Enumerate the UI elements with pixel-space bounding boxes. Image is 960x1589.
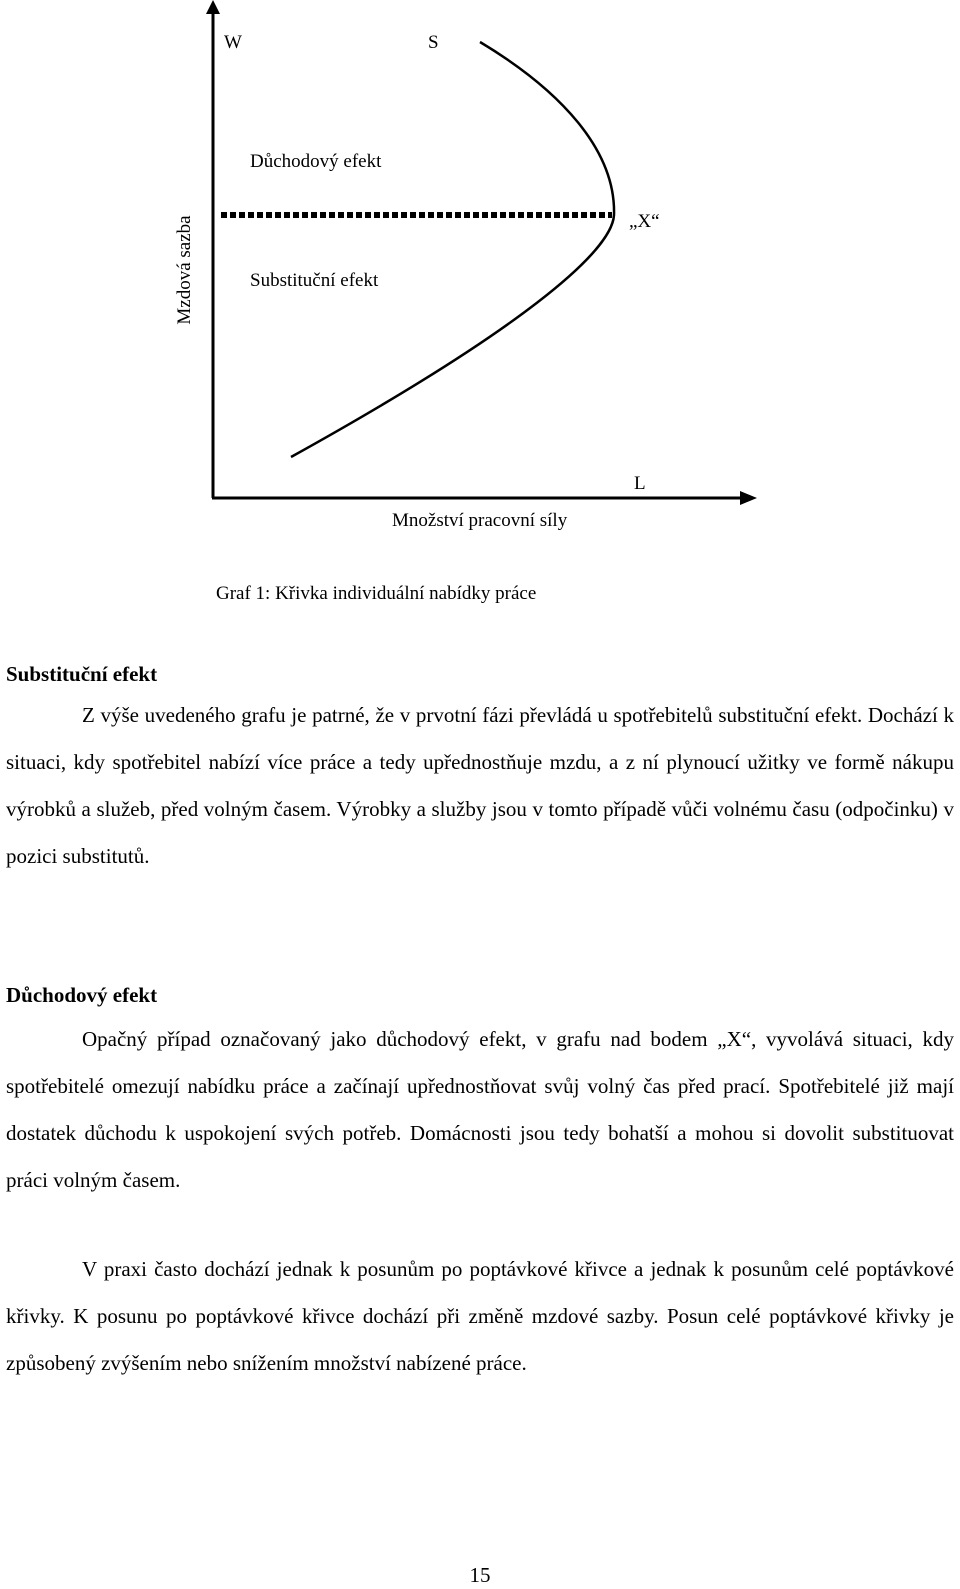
x-axis-letter: L — [634, 473, 646, 494]
income-effect-label: Důchodový efekt — [250, 151, 382, 172]
point-x-label: „X“ — [629, 211, 660, 232]
supply-curve — [291, 42, 614, 457]
income-paragraph: Opačný případ označovaný jako důchodový efekt, v grafu nad bodem „X“, vyvolává situaci, kdy spotřebitelé omezují nabídku práce a začínají upřednostňovat svůj volný čas před prací. Spotřebitelé již mají dostatek důchodu k uspokojení svých potřeb. Domácnosti jsou tedy bohatší a mohou si dovolit substituovat práci volným časem. — [6, 1027, 954, 1192]
curve-label: S — [428, 32, 439, 53]
substitution-paragraph: Z výše uvedeného grafu je patrné, že v prvotní fázi převládá u spotřebitelů substituční efekt. Dochází k situaci, kdy spotřebitel nabízí více práce a tedy upřednostňuje mzdu, a z ní plynoucí užitky ve formě nákupu výrobků a služeb, před volným časem. Výrobky a služby jsou v tomto případě vůči volnému času (odpočinku) v pozici substitutů. — [6, 703, 954, 868]
y-axis-title: Mzdová sazba — [174, 215, 195, 325]
substitution-effect-label: Substituční efekt — [250, 270, 379, 291]
x-axis-arrow — [740, 491, 757, 505]
income-heading: Důchodový efekt — [6, 983, 158, 1007]
x-axis-title: Množství pracovní síly — [392, 510, 568, 531]
labor-supply-figure — [0, 0, 960, 560]
y-axis-arrow — [206, 0, 220, 14]
page-number: 15 — [469, 1563, 491, 1587]
y-axis-letter: W — [224, 32, 242, 53]
figure-caption: Graf 1: Křivka individuální nabídky práce — [216, 583, 537, 604]
practice-paragraph: V praxi často dochází jednak k posunům po poptávkové křivce a jednak k posunům celé poptávkové křivky. K posunu po poptávkové křivce dochází při změně mzdové sazby. Posun celé poptávkové křivky je způsobený zvýšením nebo snížením množství nabízené práce. — [6, 1257, 954, 1375]
substitution-heading: Substituční efekt — [6, 662, 158, 686]
